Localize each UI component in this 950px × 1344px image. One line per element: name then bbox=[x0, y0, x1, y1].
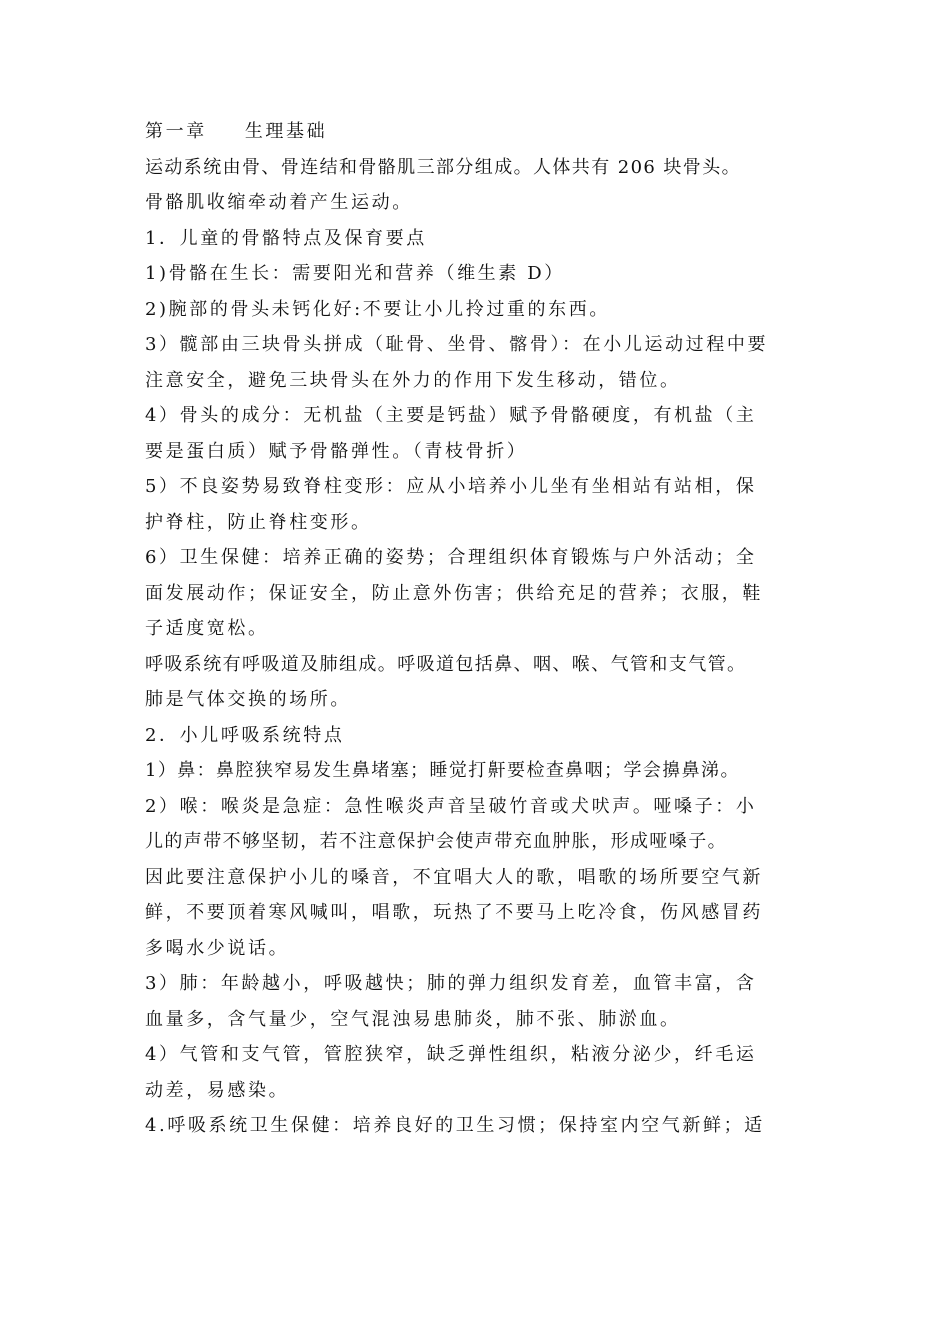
list-item-continuation: 面发展动作；保证安全，防止意外伤害；供给充足的营养；衣服，鞋 bbox=[145, 582, 763, 604]
paragraph-line: 运动系统由骨、骨连结和骨骼肌三部分组成。人体共有 206 块骨头。 bbox=[145, 156, 741, 178]
paragraph-line: 呼吸系统有呼吸道及肺组成。呼吸道包括鼻、咽、喉、气管和支气管。 bbox=[145, 653, 747, 675]
chapter-number: 第一章 bbox=[145, 121, 207, 142]
list-item: 2）喉：喉炎是急症：急性喉炎声音呈破竹音或犬吠声。哑嗓子：小 bbox=[145, 795, 757, 817]
document-body bbox=[145, 114, 810, 1144]
list-item: 3）髋部由三块骨头拼成（耻骨、坐骨、髂骨）：在小儿运动过程中要 bbox=[145, 334, 769, 355]
chapter-title: 生理基础 bbox=[244, 121, 328, 142]
list-item-continuation: 动差，易感染。 bbox=[145, 1079, 290, 1101]
list-item: 4）气管和支气管，管腔狭窄，缺乏弹性组织，粘液分泌少，纤毛运 bbox=[145, 1044, 757, 1065]
list-item-continuation: 子适度宽松。 bbox=[145, 618, 269, 639]
list-item: 6）卫生保健：培养正确的姿势；合理组织体育锻炼与户外活动；全 bbox=[145, 547, 757, 568]
list-item-continuation: 护脊柱，防止脊柱变形。 bbox=[145, 511, 372, 533]
list-item-continuation: 要是蛋白质）赋予骨骼弹性。（青枝骨折） bbox=[145, 440, 528, 462]
list-item-continuation: 鲜，不要顶着寒风喊叫，唱歌，玩热了不要马上吃冷食，伤风感冒药 bbox=[145, 902, 763, 923]
list-item-continuation: 血量多，含气量少，空气混浊易患肺炎，肺不张、肺淤血。 bbox=[145, 1008, 681, 1030]
paragraph-line: 骨骼肌收缩牵动着产生运动。 bbox=[145, 192, 413, 213]
list-item: 1)骨骼在生长：需要阳光和营养（维生素 D） bbox=[145, 263, 565, 284]
chapter-heading bbox=[145, 114, 810, 150]
list-item-continuation: 注意安全，避免三块骨头在外力的作用下发生移动，错位。 bbox=[145, 369, 681, 391]
section-heading: 1．儿童的骨骼特点及保育要点 bbox=[145, 227, 427, 249]
list-item: 2)腕部的骨头未钙化好:不要让小儿拎过重的东西。 bbox=[145, 298, 610, 320]
paragraph-line: 肺是气体交换的场所。 bbox=[145, 689, 351, 710]
list-item-continuation: 多喝水少说话。 bbox=[145, 937, 290, 959]
list-item: 1）鼻：鼻腔狭窄易发生鼻堵塞；睡觉打鼾要检查鼻咽；学会擤鼻涕。 bbox=[145, 760, 740, 781]
list-item: 3）肺：年龄越小，呼吸越快；肺的弹力组织发育差，血管丰富，含 bbox=[145, 973, 757, 994]
list-item-continuation: 儿的声带不够坚韧，若不注意保护会使声带充血肿胀，形成哑嗓子。 bbox=[145, 831, 727, 852]
section-heading: 2．小儿呼吸系统特点 bbox=[145, 724, 345, 746]
list-item: 4）骨头的成分：无机盐（主要是钙盐）赋予骨骼硬度，有机盐（主 bbox=[145, 405, 757, 426]
list-item: 5）不良姿势易致脊柱变形：应从小培养小儿坐有坐相站有站相，保 bbox=[145, 476, 757, 497]
list-item: 4.呼吸系统卫生保健：培养良好的卫生习惯；保持室内空气新鲜；适 bbox=[145, 1115, 765, 1136]
list-item-continuation: 因此要注意保护小儿的嗓音，不宜唱大人的歌，唱歌的场所要空气新 bbox=[145, 866, 763, 888]
